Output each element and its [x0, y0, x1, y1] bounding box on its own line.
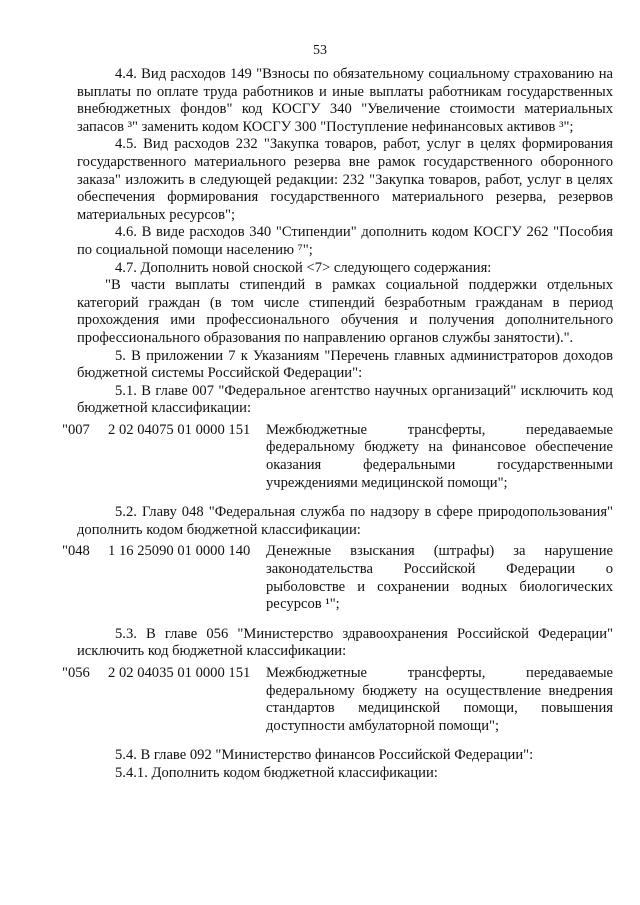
- paragraph: 5.4. В главе 092 "Министерство финансов Российской Федерации":: [115, 747, 534, 764]
- revenue-name: Денежные взыскания (штрафы) за нарушение законодательства Российской Федерации о рыболовстве и сохранении водных биологических ресурсов ¹";: [266, 543, 613, 613]
- paragraph: 5.3. В главе 056 "Министерство здравоохранения Российской Федерации" исключить код бюджетной классификации:: [77, 625, 613, 660]
- paragraph: 5.4.1. Дополнить кодом бюджетной классификации:: [115, 764, 438, 781]
- document-body: [62, 66, 613, 783]
- budget-classification-code: 2 02 04075 01 0000 151: [108, 421, 251, 438]
- paragraph: 5. В приложении 7 к Указаниям "Перечень главных администраторов доходов бюджетной системы Российской Федерации":: [77, 347, 613, 382]
- paragraph: 5.1. В главе 007 "Федеральное агентство научных организаций" исключить код бюджетной классификации:: [77, 382, 613, 417]
- paragraph: 4.6. В виде расходов 340 "Стипендии" дополнить кодом КОСГУ 262 "Пособия по социальной помощи населению ⁷";: [77, 224, 613, 258]
- paragraph: 4.4. Вид расходов 149 "Взносы по обязательному социальному страхованию на выплаты по оплате труда работников и иные выплаты работникам государственных внебюджетных фондов" код КОСГУ 340 "Увеличение стоимости материальных запасов ³" заменить кодом КОСГУ 300 "Поступление нефинансовых активов ³";: [77, 66, 613, 135]
- budget-code-row: [62, 543, 613, 613]
- paragraph: 4.7. Дополнить новой сноской <7> следующего содержания:: [115, 259, 492, 276]
- budget-code-row: [62, 665, 613, 735]
- revenue-name: Межбюджетные трансферты, передаваемые федеральному бюджету на финансовое обеспечение оказания федеральными государственными учреждениями медицинской помощи";: [266, 421, 613, 491]
- budget-classification-code: 1 16 25090 01 0000 140: [108, 543, 251, 560]
- administrator-code: "048: [62, 543, 90, 560]
- budget-code-row: [62, 422, 613, 492]
- revenue-name: Межбюджетные трансферты, передаваемые федеральному бюджету на осуществление внедрения стандартов медицинской помощи, повышения доступности амбулаторной помощи";: [266, 665, 613, 734]
- administrator-code: "007: [62, 421, 90, 438]
- spacer: [77, 735, 613, 747]
- page-number: 53: [313, 43, 327, 58]
- spacer: [77, 492, 613, 504]
- budget-classification-code: 2 02 04035 01 0000 151: [108, 665, 251, 681]
- spacer: [77, 614, 613, 626]
- footnote-quote-paragraph: "В части выплаты стипендий в рамках социальной поддержки отдельных категорий граждан (в том числе стипендий безработным гражданам в период прохождения ими профессионального обучения и получения дополнительного профессионального образования по направлению органов службы занятости).".: [77, 277, 613, 346]
- paragraph: 4.5. Вид расходов 232 "Закупка товаров, работ, услуг в целях формирования государственного материального резерва вне рамок государственного оборонного заказа" изложить в следующей редакции: 232 "Закупка товаров, работ, услуг в целях обеспечения формирования государственного материального резерва, резервов материальных ресурсов";: [77, 136, 613, 223]
- administrator-code: "056: [62, 665, 90, 681]
- paragraph: 5.2. Главу 048 "Федеральная служба по надзору в сфере природопользования" дополнить кодом бюджетной классификации:: [77, 504, 613, 538]
